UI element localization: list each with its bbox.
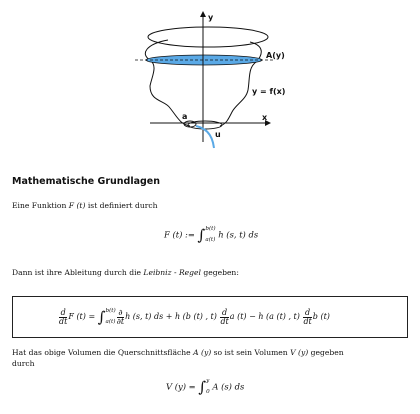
leibniz-paragraph bbox=[12, 267, 239, 279]
volume-pre: Hat das obige Volumen die Querschnittsfläche bbox=[12, 348, 194, 357]
eq2-F: F (t) = bbox=[68, 312, 98, 321]
eq1-integrand: h (s, t) ds bbox=[218, 229, 259, 240]
bottom-ellipse bbox=[188, 121, 222, 129]
eq2-term3: b (t) bbox=[312, 312, 330, 321]
eq2-lower: a(t) bbox=[105, 319, 116, 325]
leibniz-pre: Dann ist ihre Ableitung durch die bbox=[12, 268, 144, 277]
curve-label: y = f(x) bbox=[252, 87, 286, 96]
bottom-small-ellipse bbox=[184, 121, 196, 127]
top-ellipse bbox=[148, 27, 268, 47]
volume-V: V (y) bbox=[290, 348, 309, 357]
volume-post: gegeben bbox=[308, 348, 344, 357]
volume-equation bbox=[166, 376, 244, 398]
x-axis-label: x bbox=[262, 113, 268, 122]
eq3-limits bbox=[206, 376, 210, 398]
integral-sign-3: ∫ bbox=[198, 378, 207, 396]
d-dt-fraction: $\frac{d}{dt}$ bbox=[59, 307, 68, 326]
eq1-upper: b(t) bbox=[205, 226, 216, 232]
intro-post: ist definiert durch bbox=[85, 201, 158, 210]
eq3-upper: y bbox=[206, 378, 210, 384]
partial-fraction: $\frac{\partial}{\partial t}$ bbox=[116, 307, 125, 326]
label-u: u bbox=[215, 130, 221, 139]
volume-A: A (y) bbox=[193, 348, 212, 357]
definition-equation bbox=[164, 224, 258, 246]
eq2-term2: a (t) − h (a (t) , t) bbox=[229, 312, 303, 321]
volume-paragraph-line2: durch bbox=[12, 359, 35, 368]
volume-paragraph bbox=[12, 347, 344, 359]
solid-of-revolution-figure bbox=[0, 0, 420, 160]
d-dt-fraction-2: $\frac{d}{dt}$ bbox=[220, 307, 229, 326]
y-axis-label: y bbox=[208, 13, 214, 22]
intro-func: F (t) bbox=[68, 201, 86, 210]
integral-sign: ∫ bbox=[197, 226, 206, 244]
cross-section-label: A(y) bbox=[266, 51, 285, 60]
eq2-limits bbox=[106, 306, 116, 328]
intro-pre: Eine Funktion bbox=[12, 201, 69, 210]
section-heading: Mathematische Grundlagen bbox=[12, 176, 161, 187]
leibniz-rule: Leibniz - Regel bbox=[143, 268, 201, 277]
generating-curve-highlight bbox=[196, 126, 214, 148]
integral-sign-2: ∫ bbox=[97, 308, 106, 326]
leibniz-post: gegeben: bbox=[200, 268, 239, 277]
intro-paragraph bbox=[12, 200, 158, 212]
eq1-lower: a(t) bbox=[205, 237, 216, 243]
eq2-term1: h (s, t) ds + h (b (t) , t) bbox=[125, 312, 220, 321]
volume-mid: so ist sein Volumen bbox=[211, 348, 291, 357]
eq1-lhs: F (t) := bbox=[164, 229, 198, 240]
cross-section-disk bbox=[146, 55, 262, 65]
eq3-integrand: A (s) ds bbox=[212, 381, 245, 392]
eq3-lhs: V (y) = bbox=[166, 381, 199, 392]
eq2-upper: b(t) bbox=[105, 308, 116, 314]
d-dt-fraction-3: $\frac{d}{dt}$ bbox=[303, 307, 312, 326]
leibniz-equation bbox=[58, 306, 330, 328]
eq1-limits bbox=[205, 224, 215, 246]
label-a: a bbox=[182, 112, 188, 121]
eq3-lower: 0 bbox=[206, 389, 210, 395]
